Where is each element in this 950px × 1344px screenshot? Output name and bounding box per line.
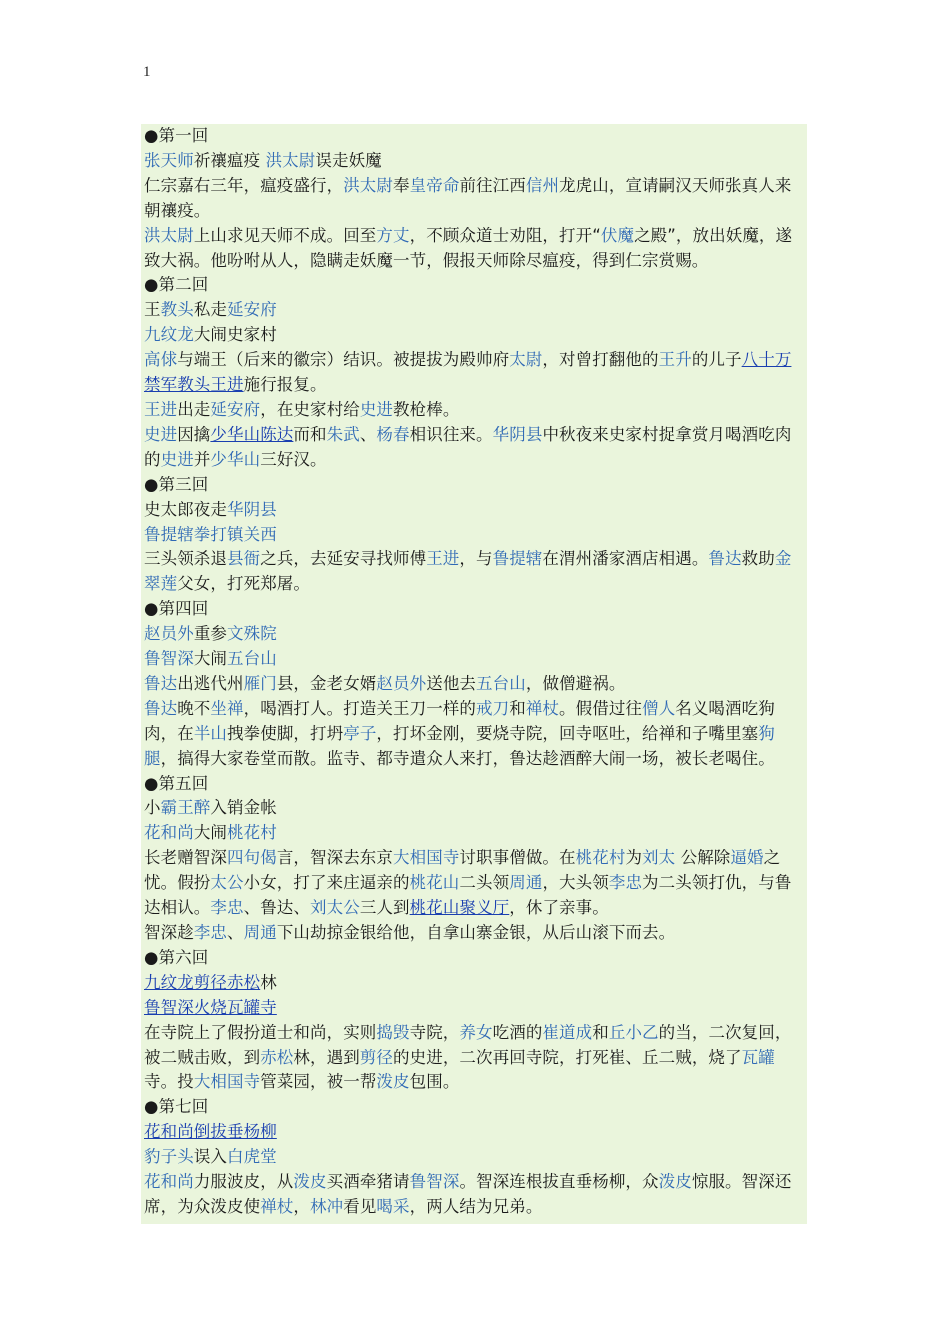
link-text[interactable]: 五台山 [227,649,277,669]
plain-text: 仁宗嘉右三年，瘟疫盛行， [144,175,344,195]
link-text[interactable]: 县衙 [227,549,261,569]
document-body [141,124,807,1224]
link-text[interactable]: 亭子 [343,723,377,743]
link-text[interactable]: 方丈 [376,225,410,245]
link-text[interactable]: 捣毁 [376,1022,410,1042]
plain-text: 送他去 [426,673,477,693]
link-text[interactable]: 泼皮 [293,1172,327,1192]
link-text[interactable]: 洪太尉 [343,175,394,195]
link-text[interactable]: 桃花山 [409,873,460,893]
plain-text: 晚不 [177,698,211,718]
plain-text: ●第一回 [144,126,209,145]
link-text[interactable]: 大相国寺 [193,1072,261,1092]
plain-text: ●第四回 [144,599,209,619]
link-text[interactable]: 刘太公 [310,898,360,918]
link-text[interactable]: 戒刀 [476,698,510,718]
link-text[interactable]: 九纹龙 [144,325,194,345]
link-text[interactable]: 王进 [426,549,460,569]
link-text[interactable]: 延安府 [210,399,261,419]
link-text[interactable]: 高俅 [144,350,178,370]
chapter-heading [144,772,807,797]
plain-text: 名义喝酒吃狗肉，在 [144,698,775,743]
plain-text: 误走妖魔 [315,150,382,170]
text-line [144,697,807,772]
plain-text: ●第六回 [144,947,209,967]
link-text[interactable]: 狗腿 [144,723,775,768]
text-line [144,224,807,274]
plain-text: 施行报复。 [243,375,327,395]
plain-text: ，搞得大家卷堂而散。监寺、都寺遣众人来打，鲁达趁酒醉大闹一场，被长老喝住。 [160,748,775,768]
link-text[interactable]: 禅杖 [260,1196,294,1216]
chapter-heading [144,597,807,622]
link-text[interactable]: 杨春 [376,424,410,444]
plain-text: 奉 [393,175,410,195]
link-text[interactable]: 洪太尉 [144,225,194,245]
plain-text: ，两人结为兄弟。 [409,1196,543,1216]
plain-text: ，喝酒打人。打造关王刀一样的 [243,698,477,718]
plain-text: ●第三回 [144,474,209,494]
link-text[interactable]: 瓦罐 [741,1047,775,1067]
link-text[interactable]: 喝采 [376,1196,410,1216]
plain-text: 惊服。智深还席，为众泼皮使 [144,1172,792,1216]
plain-text: ， [293,1196,311,1216]
plain-text: 相识往来。 [409,424,493,444]
plain-text: 大闹 [193,649,228,669]
link-text[interactable]: 豹子头 [144,1147,194,1167]
link-text[interactable]: 赤松 [260,1047,294,1067]
link-text[interactable]: 皇帝命 [409,175,460,195]
text-line [144,298,807,323]
plain-text: 和 [509,698,526,718]
link-text[interactable]: 桃花村 [227,823,277,843]
plain-text: 言，智深去东京 [276,848,394,868]
plain-text: 之殿”，放出妖魔，遂致大祸。他吩咐从人，隐瞒走妖魔一节，假报天师除尽瘟疫，得到仁宗赏赐。 [144,225,793,270]
plain-text: 三头领杀退 [144,549,227,569]
plain-text: 寺。投 [144,1072,194,1092]
text-line [144,672,807,697]
link-text[interactable]: 泼皮 [658,1172,692,1192]
text-line [144,1120,807,1145]
link-text[interactable]: 崔道成 [542,1022,593,1042]
link-text[interactable]: 大相国寺 [393,848,460,868]
plain-text: 县，金老女婿 [276,673,377,693]
link-text[interactable]: 花和尚 [144,1172,194,1192]
plain-text: 祈禳瘟疫 [193,150,266,170]
plain-text: 三人到 [359,898,410,918]
plain-text: 下山劫掠金银给他，自拿山寨金银，从后山滚下而去。 [276,923,676,942]
link-text[interactable]: 鲁智深 [409,1172,460,1192]
plain-text: 龙虎山，宣请嗣汉天师张真人来朝禳疫。 [144,175,792,220]
text-line [144,796,807,821]
link-text[interactable]: 李忠 [210,898,244,918]
plain-text: 二头领 [459,873,510,893]
plain-text: 之忧。假扮 [144,848,781,893]
plain-text: 在渭州潘家酒店相遇。 [542,549,709,569]
chapter-heading [144,1095,807,1120]
link-text[interactable]: 赵员外 [144,624,194,644]
link-text[interactable]: 剪径 [359,1047,394,1067]
link-text[interactable]: 太公 [210,873,244,893]
plain-text: 重参 [193,624,228,644]
plain-text: ，不顾众道士劝阻，打开“ [409,225,601,245]
plain-text: 为 [625,848,643,868]
link-text[interactable]: 鲁达 [144,673,178,693]
link-text[interactable]: 太尉 [509,350,543,370]
plain-text: ，在史家村给 [260,399,360,419]
text-line [144,1021,807,1096]
link-text[interactable]: 史进 [160,449,194,469]
plain-text: 误入 [193,1147,228,1167]
plain-text: ，对曾打翻他的 [542,350,659,370]
plain-text: 父女，打死郑屠。 [177,574,311,594]
plain-text: ●第五回 [144,773,209,793]
text-line [144,523,807,548]
plain-text: ●第二回 [144,275,209,295]
link-text[interactable]: 李忠 [608,873,643,893]
link-text[interactable]: 禅杖 [525,698,560,718]
text-line [144,348,807,398]
text-line [144,846,807,921]
plain-text: 而和 [293,424,327,444]
text-line [144,1170,807,1220]
plain-text: ，做僧避祸。 [525,673,626,693]
plain-text: 、 [227,923,244,942]
plain-text: ●第七回 [144,1097,209,1117]
plain-text: 三好汉。 [260,449,327,469]
link-text[interactable]: 李忠 [193,923,228,942]
plain-text: 林 [260,972,277,992]
link-text[interactable]: 泼皮 [376,1072,410,1092]
link-text[interactable]: 伏魔 [600,225,635,245]
plain-text: 买酒牵猪请 [326,1172,410,1192]
link-text[interactable]: 鲁智深 [144,649,194,669]
plain-text: 出逃代州 [177,673,244,693]
link-text[interactable]: 周通 [243,923,277,942]
link-text[interactable]: 鲁达 [144,698,178,718]
text-line [144,647,807,672]
plain-text: 与端王（后来的徽宗）结识。被提拔为殿帅府 [177,350,510,370]
link-text[interactable]: 华阴县 [227,499,277,519]
text-line [144,323,807,348]
link-text[interactable]: 鲁提辖拳打镇关西 [144,524,277,544]
link-text[interactable]: 僧人 [642,698,676,718]
link-text[interactable]: 雁门 [243,673,277,693]
link-text[interactable]: 朱武 [326,424,360,444]
link-text[interactable]: 延安府 [227,300,277,320]
plain-text: 公解除 [675,848,731,868]
plain-text: 和 [592,1022,609,1042]
plain-text: 为二头领打仇，与鲁达相认。 [144,873,792,918]
plain-text: 入销金帐 [210,798,277,818]
plain-text: 拽拳使脚，打坍 [227,723,344,743]
plain-text: 。假借过往 [559,698,643,718]
plain-text: 管菜园，被一帮 [260,1072,377,1092]
plain-text: 因擒 [177,424,211,444]
link-text[interactable]: 四句偈 [227,848,277,868]
link-text[interactable]: 霸王醉 [160,798,211,818]
link-text[interactable]: 五台山 [476,673,526,693]
plain-text: 前往江西 [459,175,526,195]
text-line [144,423,807,473]
plain-text: ，大头领 [542,873,609,893]
link-text[interactable]: 坐禅 [210,698,244,718]
text-line [144,821,807,846]
link-text[interactable]: 半山 [193,723,228,743]
plain-text: 中秋夜来史家村捉拿赏月喝酒吃肉的 [144,424,792,469]
text-line [144,971,807,996]
plain-text: 教枪棒。 [393,399,460,419]
plain-text: 救助 [741,549,775,569]
plain-text: 长老赠智深 [144,848,227,868]
plain-text: 、 [359,424,377,444]
plain-text: 小女，打了来庄逼亲的 [243,873,410,893]
text-line [144,398,807,423]
plain-text: 出走 [177,399,211,419]
plain-text: 史太郎夜走 [144,499,227,519]
plain-text: 包围。 [409,1072,460,1092]
link-text[interactable]: 王升 [658,350,692,370]
underlined-link[interactable]: 八十万禁军教头王进 [144,350,792,395]
link-text[interactable]: 信州 [525,175,560,195]
plain-text: 讨职事僧做。在 [459,848,576,868]
text-line [144,174,807,224]
plain-text: 在寺院上了假扮道士和尚，实则 [144,1022,377,1042]
link-text[interactable]: 花和尚 [144,823,194,843]
link-text[interactable]: 金翠莲 [144,549,792,594]
text-line [144,622,807,647]
text-line [144,1145,807,1170]
link-text[interactable]: 丘小乙 [608,1022,659,1042]
chapter-heading [144,273,807,298]
link-text[interactable]: 白虎堂 [227,1147,277,1167]
plain-text: 小 [144,798,161,818]
link-text[interactable]: 洪太尉 [265,150,316,170]
link-text[interactable]: 林冲 [310,1196,344,1216]
text-line [144,547,807,597]
link-text[interactable]: 史进 [144,424,178,444]
link-text[interactable]: 教头 [160,300,194,320]
link-text[interactable]: 刘太 [642,848,676,868]
link-text[interactable]: 华阴县 [492,424,543,444]
chapter-heading [144,473,807,498]
plain-text: 吃酒的 [492,1022,543,1042]
underlined-link[interactable]: 九纹龙剪径赤松 [144,972,261,992]
plain-text: 王 [144,300,161,320]
plain-text: 的当，二次复回，被二贼击败，到 [144,1022,792,1067]
page-number: 1 [143,64,151,80]
plain-text: ，休了亲事。 [509,898,609,918]
link-text[interactable]: 鲁达 [708,549,742,569]
plain-text: 、鲁达、 [243,898,311,918]
plain-text: 之兵，去延安寻找师傅 [260,549,427,569]
chapter-heading [144,946,807,971]
link-text[interactable]: 张天师 [144,150,194,170]
plain-text: 的史进，二次再回寺院，打死崔、丘二贼，烧了 [393,1047,742,1067]
link-text[interactable]: 周通 [509,873,543,893]
plain-text: 看见 [343,1196,377,1216]
plain-text: 大闹史家村 [193,325,277,345]
plain-text: 私走 [193,300,228,320]
chapter-heading [144,124,807,149]
link-text[interactable]: 少华山 [210,449,261,469]
plain-text: 大闹 [193,823,228,843]
text-line [144,921,807,946]
plain-text: 并 [193,449,211,469]
link-text[interactable]: 赵员外 [376,673,427,693]
underlined-link[interactable]: 鲁智深火烧瓦罐寺 [144,997,277,1017]
link-text[interactable]: 鲁提辖 [492,549,543,569]
plain-text: ，打坏金刚，要烧寺院，回寺呕吐，给禅和子嘴里塞 [376,723,759,743]
link-text[interactable]: 史进 [359,399,394,419]
link-text[interactable]: 养女 [459,1022,493,1042]
link-text[interactable]: 王进 [144,399,178,419]
link-text[interactable]: 文殊院 [227,624,277,644]
plain-text: 的儿子 [691,350,742,370]
plain-text: 上山求见天师不成。回至 [193,225,377,245]
plain-text: ，与 [459,549,493,569]
plain-text: 智深趁 [144,923,194,942]
plain-text: 林，遇到 [293,1047,360,1067]
underlined-link[interactable]: 桃花山聚义厅 [409,898,510,918]
text-line [144,996,807,1021]
plain-text: 寺院， [409,1022,460,1042]
plain-text: 力服波皮，从 [193,1172,294,1192]
link-text[interactable]: 桃花村 [575,848,626,868]
plain-text: 。智深连根拔直垂杨柳，众 [459,1172,659,1192]
link-text[interactable]: 逼婚 [730,848,764,868]
underlined-link[interactable]: 少华山陈达 [210,424,294,444]
text-line [144,498,807,523]
underlined-link[interactable]: 花和尚倒拔垂杨柳 [144,1122,277,1142]
text-line [144,149,807,174]
